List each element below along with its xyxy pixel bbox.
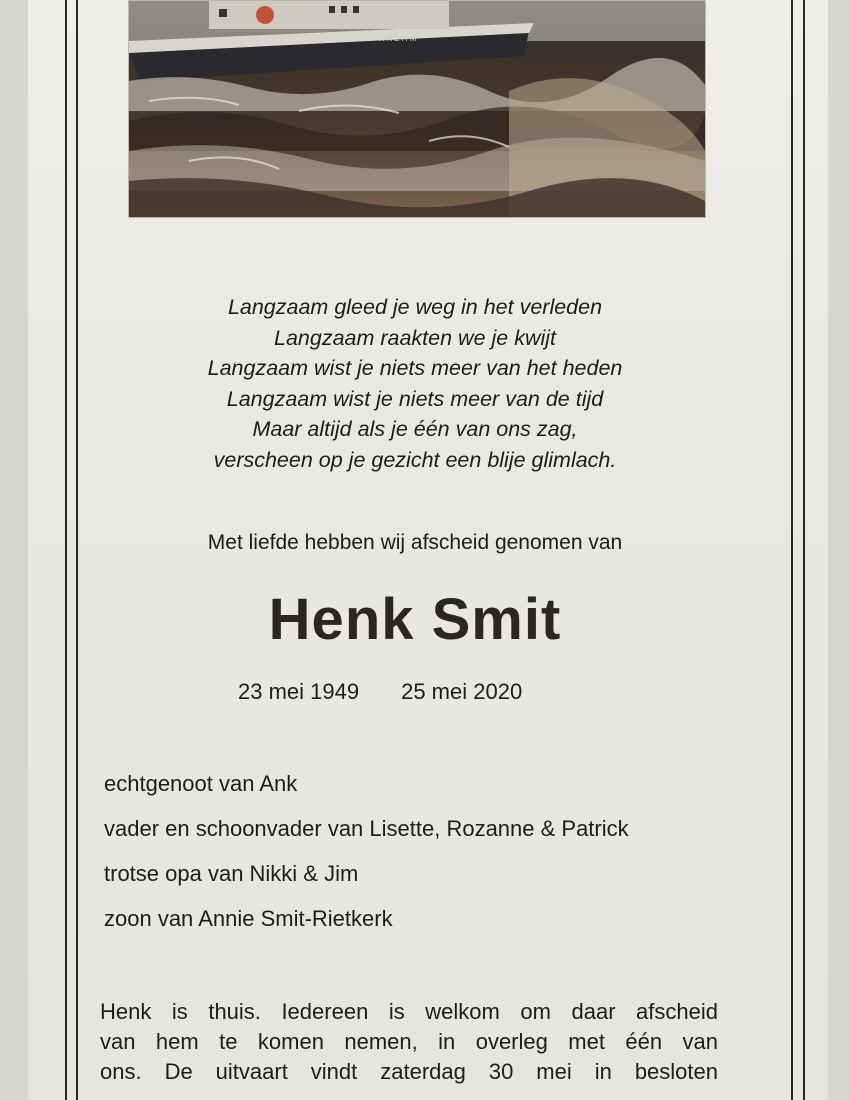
poem [120, 292, 710, 475]
left-border-inner [76, 0, 78, 1100]
left-border-outer [65, 0, 67, 1100]
closing-paragraph [100, 997, 718, 1087]
rescue-boat-photo [128, 0, 706, 218]
poem-line: Langzaam wist je niets meer van de tijd [226, 386, 604, 411]
closing-line: van hem te komen nemen, in overleg met één van [100, 1029, 718, 1054]
right-border-inner [791, 0, 793, 1100]
death-date: 25 mei 2020 [401, 679, 523, 704]
intro-text: Met liefde hebben wij afscheid genomen van [207, 531, 623, 554]
relation-line: trotse opa van Nikki & Jim [104, 861, 359, 886]
poem-line: Maar altijd als je één van ons zag, [252, 417, 578, 441]
closing-line: Henk is thuis. Iedereen is welkom om daar afscheid [100, 999, 718, 1024]
birth-date: 23 mei 1949 [238, 679, 360, 704]
poem-line: Langzaam wist je niets meer van het heden [207, 356, 623, 380]
closing-line: ons. De uitvaart vindt zaterdag 30 mei in besloten [100, 1059, 718, 1084]
poem-line: Langzaam raakten we je kwijt [273, 325, 557, 350]
relation-line: echtgenoot van Ank [104, 771, 298, 796]
relation-line: vader en schoonvader van Lisette, Rozanne & Patrick [104, 816, 629, 841]
relations-list [104, 769, 629, 949]
boat-illustration [129, 1, 705, 217]
life-dates [238, 679, 522, 705]
boat-lettering: K N Z H M [379, 34, 417, 43]
poem-line: Langzaam gleed je weg in het verleden [227, 295, 603, 319]
right-border-outer [803, 0, 805, 1100]
deceased-name: Henk Smit [268, 587, 562, 652]
poem-line: verscheen op je gezicht een blije glimlach. [213, 447, 617, 472]
relation-line: zoon van Annie Smit-Rietkerk [104, 906, 393, 931]
